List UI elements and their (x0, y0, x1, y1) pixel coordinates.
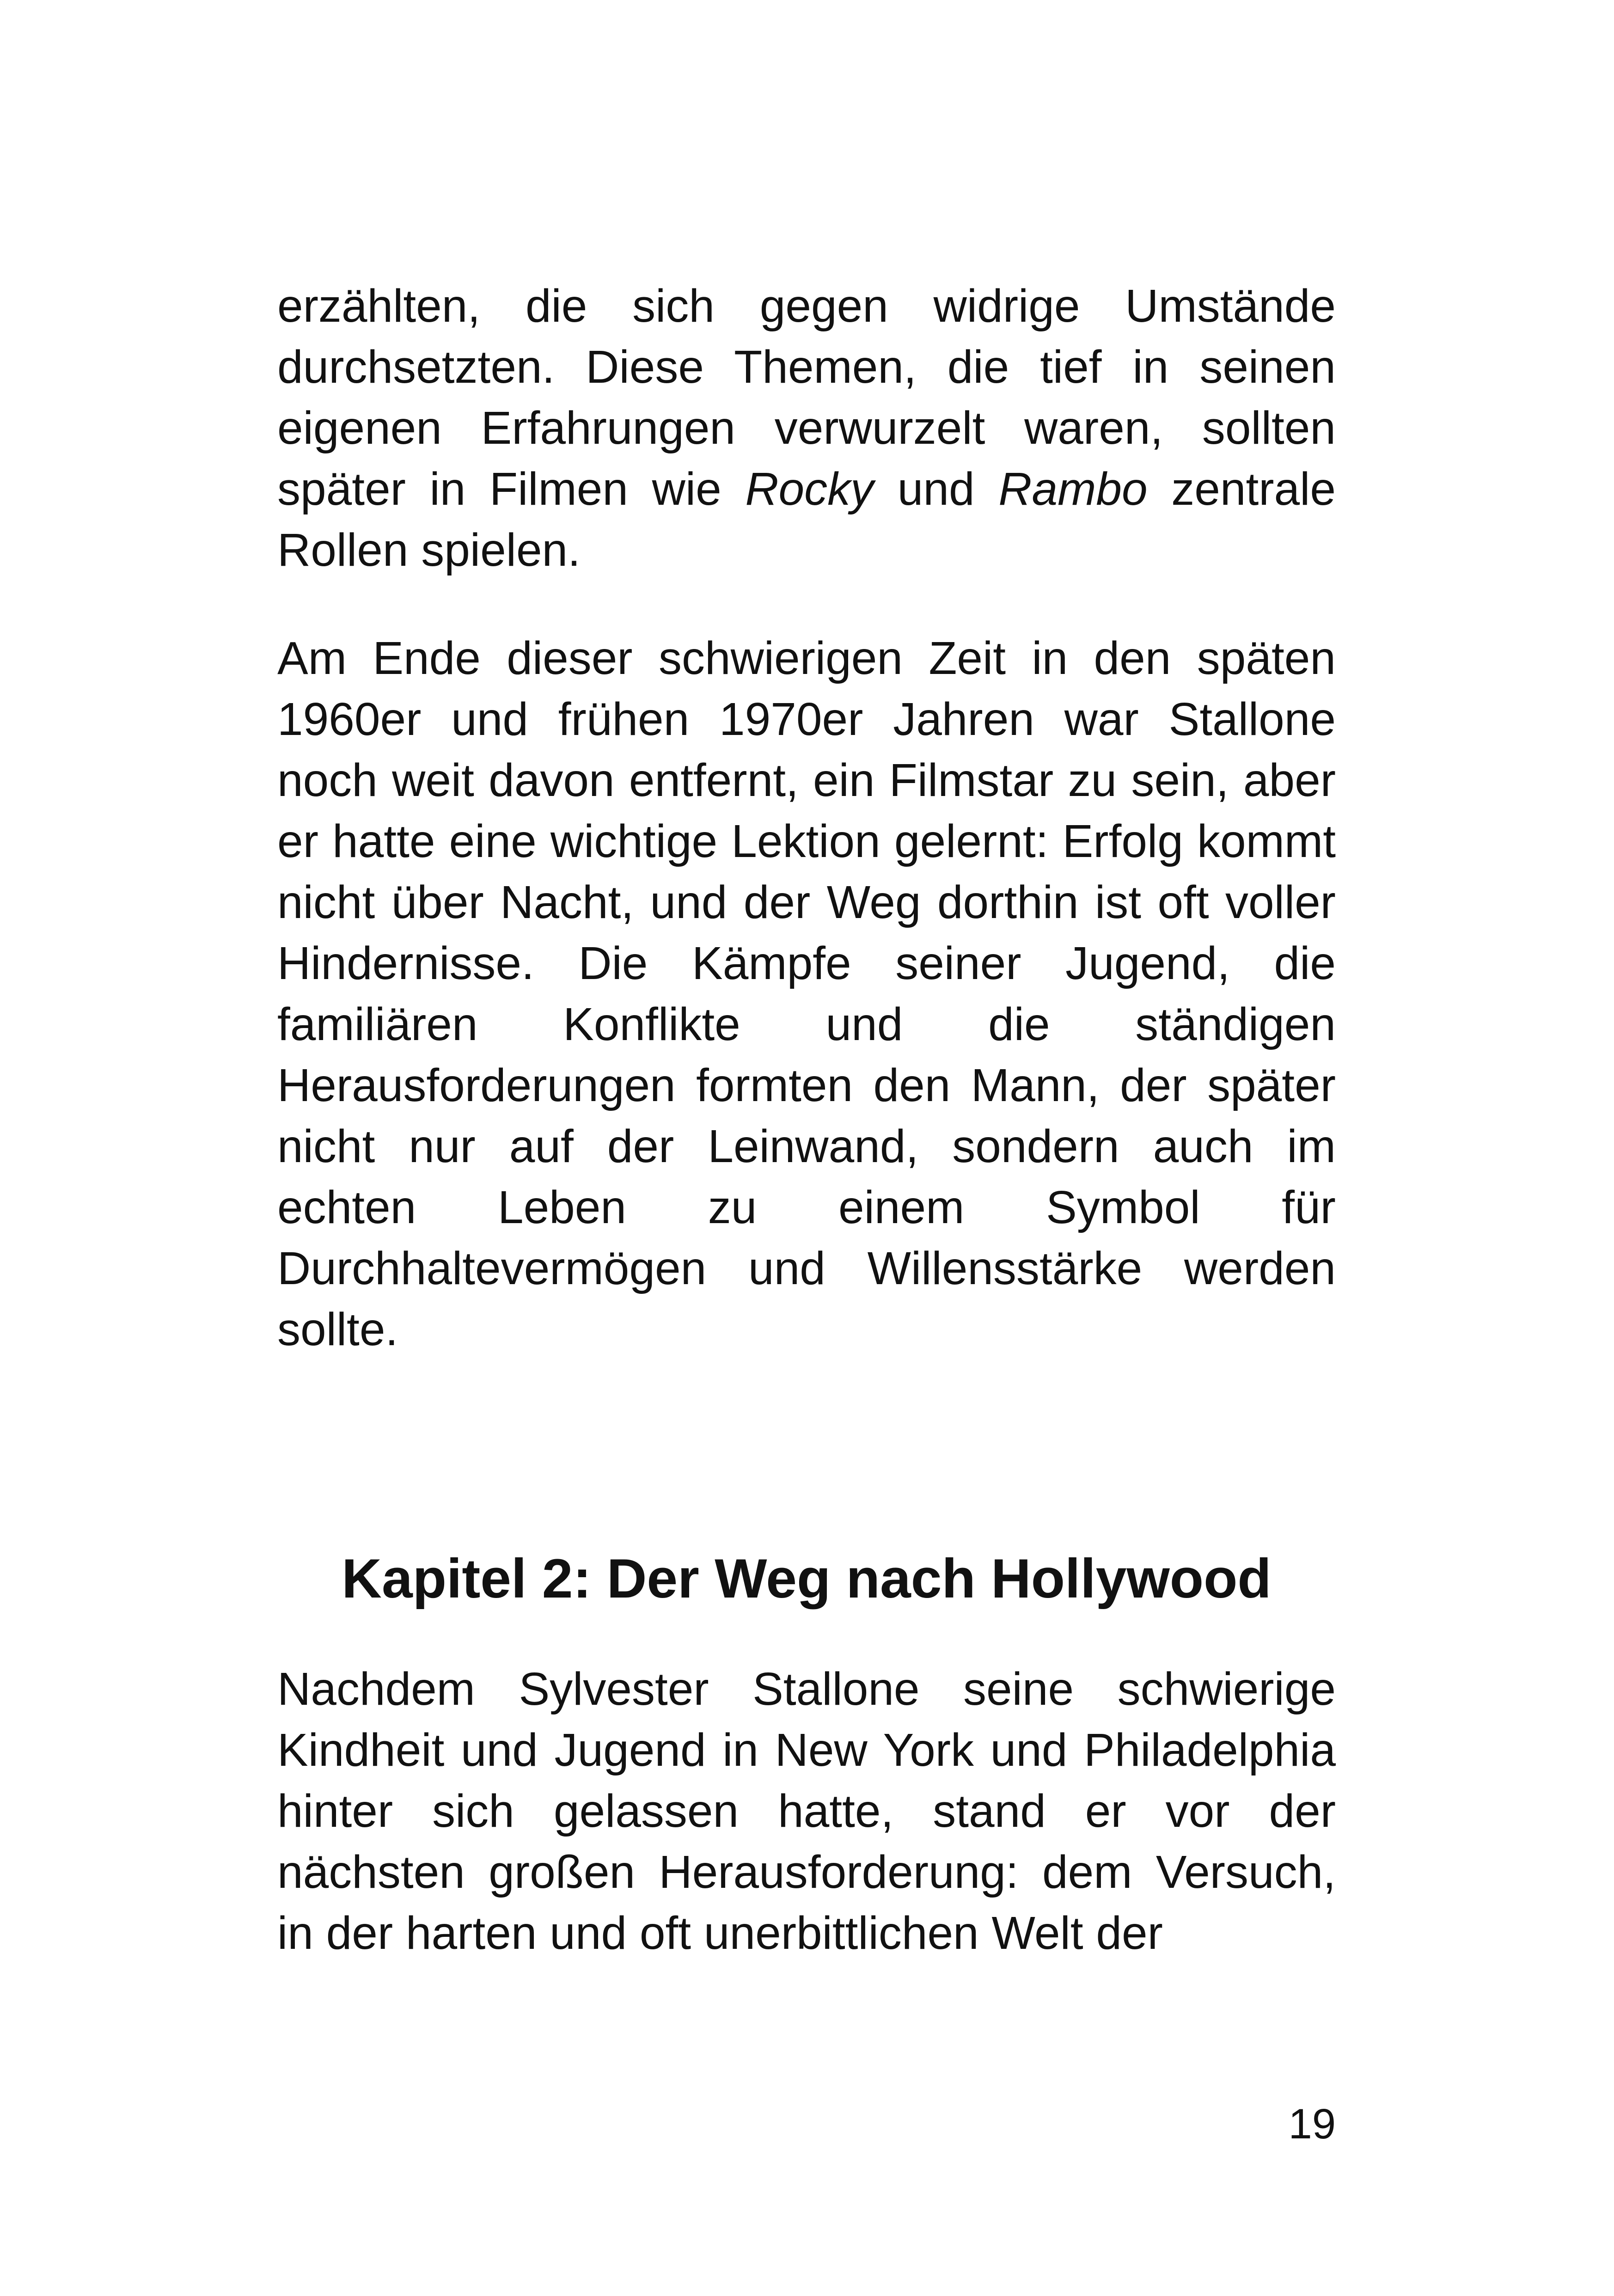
body-paragraph-3: Nachdem Sylvester Stallone seine schwierige Kindheit und Jugend in New York und Philadelphia hinter sich gelassen hatte, stand er vor der nächsten großen Herausforderung: dem Versuch, in der harten und oft unerbittlichen Welt der (277, 1663, 1336, 1959)
body-paragraph-1 (277, 276, 1336, 581)
page-number: 19 (1288, 2100, 1336, 2148)
film-title-rocky: Rocky (745, 463, 874, 515)
paragraph-1-text-end: zentrale Rollen spielen. (277, 463, 1336, 576)
paragraph-1-text-start: erzählten, die sich gegen widrige Umstände durchsetzten. Diese Themen, die tief in seinen eigenen Erfahrungen verwurzelt waren, sollten später in Filmen wie (277, 280, 1336, 515)
chapter-heading: Kapitel 2: Der Weg nach Hollywood (342, 1548, 1272, 1610)
paragraph-1-text-middle: und (874, 463, 999, 515)
body-paragraph-2: Am Ende dieser schwierigen Zeit in den späten 1960er und frühen 1970er Jahren war Stallone noch weit davon entfernt, ein Filmstar zu sein, aber er hatte eine wichtige Lektion gelernt: Erfolg kommt nicht über Nacht, und der Weg dorthin ist oft voller Hindernisse. Die Kämpfe seiner Jugend, die familiären Konflikte und die ständigen Herausforderungen formten den Mann, der später nicht nur auf der Leinwand, sondern auch im echten Leben zu einem Symbol für Durchhaltevermögen und Willensstärke werden sollte. (277, 632, 1336, 1355)
film-title-rambo: Rambo (998, 463, 1148, 515)
